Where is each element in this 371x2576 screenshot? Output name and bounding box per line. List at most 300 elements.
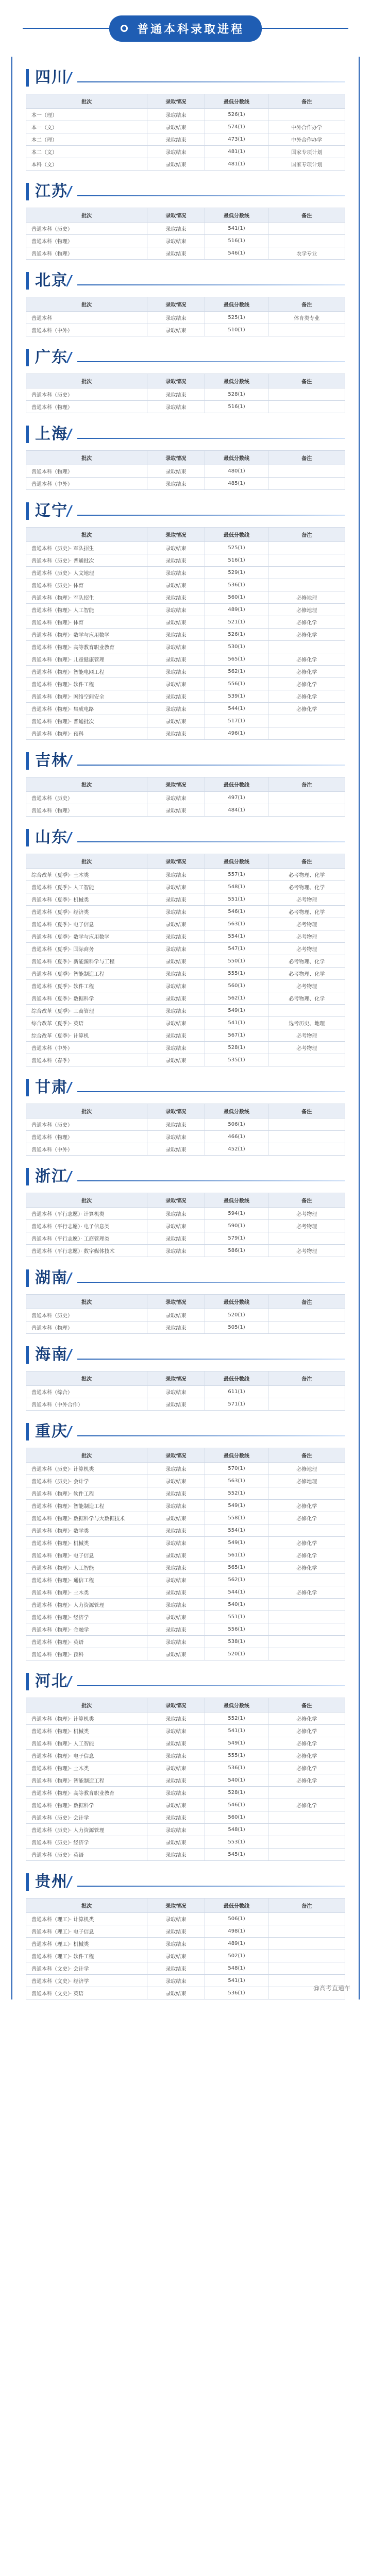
table-cell: 必修化学 [268,1537,345,1549]
watermark: @高考直通车 [313,1985,350,1992]
table-cell: 录取结束 [147,1208,205,1220]
table-cell: 录取结束 [147,1029,205,1042]
table-cell: 必修化学 [268,690,345,703]
table-cell: 普通本科（物理）· 智能制造工程 [26,1500,147,1512]
table-cell: 普通本科（平行志愿）· 工商管理类 [26,1232,147,1245]
table-row [26,146,345,158]
table-cell: 普通本科（物理）· 电子信息 [26,1750,147,1762]
table-row [26,133,345,146]
table-cell: 录取结束 [147,629,205,641]
table-cell: 录取结束 [147,1811,205,1824]
table-cell: 普通本科（夏季）· 软件工程 [26,980,147,992]
table-cell: 普通本科（物理）· 土木类 [26,1762,147,1774]
table-cell: 普通本科（物理）· 英语 [26,1636,147,1648]
table-cell: 484(1) [205,804,268,817]
table-row [26,1005,345,1017]
table-cell: 录取结束 [147,579,205,591]
table-cell: 录取结束 [147,1386,205,1398]
table-header-row [26,374,345,388]
table-cell: 录取结束 [147,1950,205,1962]
table-cell: 录取结束 [147,1737,205,1750]
table-cell: 录取结束 [147,235,205,247]
table-cell: 录取结束 [147,1849,205,1861]
table-cell: 录取结束 [147,906,205,918]
table-cell: 普通本科（夏季）· 智能制造工程 [26,968,147,980]
table-cell: 545(1) [205,1849,268,1861]
column-header: 录取情况 [147,1104,205,1118]
table-cell: 546(1) [205,247,268,260]
column-header: 最低分数线 [205,854,268,869]
column-header: 备注 [268,528,345,542]
table-cell: 录取结束 [147,1774,205,1787]
table-cell: 录取结束 [147,1549,205,1562]
table-cell [268,1648,345,1660]
table-cell: 普通本科（物理）· 计算机类 [26,1713,147,1725]
table-cell: 录取结束 [147,1512,205,1524]
table-cell: 录取结束 [147,1725,205,1737]
table-cell: 录取结束 [147,1938,205,1950]
admission-table [26,854,345,1066]
table-cell: 录取结束 [147,1463,205,1475]
column-header: 最低分数线 [205,208,268,223]
province-rule [77,841,345,842]
table-cell: 549(1) [205,1500,268,1512]
table-cell: 557(1) [205,869,268,881]
table-cell: 551(1) [205,1611,268,1623]
table-cell: 548(1) [205,1824,268,1836]
table-cell: 录取结束 [147,1017,205,1029]
table-cell [268,1913,345,1925]
table-cell: 选考历史、地理 [268,1017,345,1029]
table-cell: 普通本科（物理）· 高等教育职业教育 [26,641,147,653]
table-cell: 录取结束 [147,567,205,579]
table-cell: 普通本科（理工）· 计算机类 [26,1913,147,1925]
table-cell [268,1611,345,1623]
table-row [26,653,345,666]
table-cell [268,579,345,591]
table-cell: 普通本科（物理）· 数据科学 [26,1799,147,1811]
table-cell: 563(1) [205,918,268,930]
column-header: 录取情况 [147,451,205,465]
column-header: 录取情况 [147,94,205,109]
table-cell: 536(1) [205,1987,268,1999]
column-header: 批次 [26,1295,147,1309]
admission-table [26,527,345,740]
table-cell: 录取结束 [147,1131,205,1143]
column-header: 最低分数线 [205,528,268,542]
table-cell: 546(1) [205,1799,268,1811]
table-cell: 普通本科（物理）· 军队招生 [26,591,147,604]
table-cell: 录取结束 [147,727,205,740]
table-cell: 录取结束 [147,715,205,727]
table-cell [268,1118,345,1131]
table-cell: 552(1) [205,1487,268,1500]
table-cell: 530(1) [205,641,268,653]
column-header: 录取情况 [147,1371,205,1386]
table-row [26,1208,345,1220]
table-cell: 555(1) [205,968,268,980]
table-header-row [26,94,345,109]
column-header: 批次 [26,777,147,792]
column-header: 录取情况 [147,528,205,542]
table-cell: 540(1) [205,1774,268,1787]
table-cell: 录取结束 [147,247,205,260]
table-row [26,1962,345,1975]
admission-table [26,208,345,260]
table-cell: 必考物理 [268,1220,345,1232]
table-cell: 普通本科（综合） [26,1386,147,1398]
table-cell: 国家专项计划 [268,146,345,158]
table-cell: 普通本科（历史）· 计算机类 [26,1463,147,1475]
table-cell: 普通本科（历史）· 军队招生 [26,542,147,554]
table-cell [268,235,345,247]
table-cell: 普通本科（理工）· 软件工程 [26,1950,147,1962]
table-cell: 普通本科（平行志愿）· 数字媒体技术 [26,1245,147,1257]
table-cell: 录取结束 [147,554,205,567]
table-cell: 必考物理、化学 [268,955,345,968]
province-header [26,413,345,443]
table-row [26,641,345,653]
table-cell: 489(1) [205,1938,268,1950]
table-row [26,1245,345,1257]
table-cell: 录取结束 [147,478,205,490]
table-cell: 录取结束 [147,1562,205,1574]
table-cell: 必考物理、化学 [268,881,345,893]
table-cell: 普通本科（物理）· 集成电路 [26,703,147,715]
table-cell: 496(1) [205,727,268,740]
table-row [26,247,345,260]
table-row [26,1750,345,1762]
table-cell: 570(1) [205,1463,268,1475]
admission-table [26,374,345,413]
table-cell: 录取结束 [147,324,205,336]
table-header-row [26,1448,345,1463]
province-rule [77,1282,345,1283]
table-cell [268,478,345,490]
province-name: 广东 [26,349,68,366]
table-row [26,893,345,906]
table-cell: 必修化学 [268,1500,345,1512]
table-row [26,1118,345,1131]
table-row [26,1017,345,1029]
table-row [26,869,345,881]
table-cell: 普通本科（历史） [26,792,147,804]
column-header: 备注 [268,1899,345,1913]
table-row [26,1787,345,1799]
table-row [26,223,345,235]
table-cell: 546(1) [205,906,268,918]
table-cell: 普通本科（物理）· 软件工程 [26,678,147,690]
table-cell: 普通本科（物理）· 智能制造工程 [26,1774,147,1787]
table-cell: 560(1) [205,980,268,992]
table-row [26,1131,345,1143]
table-row [26,1824,345,1836]
table-cell [268,1811,345,1824]
table-cell [268,1636,345,1648]
table-cell [268,804,345,817]
table-cell: 550(1) [205,955,268,968]
table-cell: 502(1) [205,1950,268,1962]
table-cell [268,1398,345,1411]
table-cell: 普通本科（理工）· 电子信息 [26,1925,147,1938]
table-cell: 必修地理 [268,1475,345,1487]
table-cell: 必考物理 [268,1208,345,1220]
table-cell: 录取结束 [147,792,205,804]
table-cell: 普通本科（理工）· 机械类 [26,1938,147,1950]
table-row [26,1232,345,1245]
table-cell [268,1925,345,1938]
column-header: 备注 [268,94,345,109]
column-header: 备注 [268,1104,345,1118]
province-rule [77,1435,345,1436]
table-header-row [26,451,345,465]
table-cell: 516(1) [205,554,268,567]
column-header: 录取情况 [147,1448,205,1463]
table-row [26,792,345,804]
table-cell [268,567,345,579]
table-cell: 普通本科（中外合作） [26,1398,147,1411]
table-cell: 普通本科（历史）· 人文地理 [26,567,147,579]
table-cell: 562(1) [205,992,268,1005]
province-section [11,1257,360,1334]
column-header: 批次 [26,1448,147,1463]
column-header: 最低分数线 [205,777,268,792]
table-cell: 录取结束 [147,1623,205,1636]
table-cell: 必修化学 [268,629,345,641]
table-header-row [26,1371,345,1386]
table-cell: 普通本科（物理）· 土木类 [26,1586,147,1599]
table-cell [268,1321,345,1334]
table-cell: 520(1) [205,1648,268,1660]
table-cell: 录取结束 [147,881,205,893]
table-cell: 录取结束 [147,121,205,133]
table-row [26,943,345,955]
table-cell: 普通本科（物理） [26,465,147,478]
table-cell: 必修化学 [268,1549,345,1562]
table-cell: 录取结束 [147,1713,205,1725]
table-cell: 必考物理 [268,918,345,930]
table-cell: 506(1) [205,1913,268,1925]
table-cell: 普通本科（中外） [26,478,147,490]
table-row [26,1938,345,1950]
table-row [26,980,345,992]
table-row [26,591,345,604]
province-name: 海南 [26,1346,68,1364]
table-cell: 普通本科（中外） [26,1042,147,1054]
table-cell: 普通本科（物理） [26,401,147,413]
column-header: 最低分数线 [205,1193,268,1208]
province-section [11,740,360,817]
table-cell: 553(1) [205,1836,268,1849]
table-cell: 535(1) [205,1054,268,1066]
table-cell: 528(1) [205,388,268,401]
table-cell: 必考物理 [268,1029,345,1042]
table-cell: 558(1) [205,1512,268,1524]
table-cell: 普通本科（物理）· 智能电网工程 [26,666,147,678]
column-header: 批次 [26,451,147,465]
table-cell: 普通本科（物理）· 人力资源管理 [26,1599,147,1611]
table-cell: 录取结束 [147,666,205,678]
table-cell: 普通本科（夏季）· 国际商务 [26,943,147,955]
table-cell: 必修化学 [268,1562,345,1574]
table-row [26,158,345,171]
province-header [26,817,345,846]
table-cell: 510(1) [205,324,268,336]
table-cell: 必修化学 [268,1774,345,1787]
table-cell: 普通本科（历史）· 会计学 [26,1811,147,1824]
table-cell: 528(1) [205,1042,268,1054]
table-cell: 必修化学 [268,1725,345,1737]
table-row [26,579,345,591]
column-header: 备注 [268,208,345,223]
table-row [26,1054,345,1066]
province-rule [77,1685,345,1686]
table-cell: 普通本科（物理）· 儿童健康管理 [26,653,147,666]
column-header: 备注 [268,451,345,465]
table-cell: 普通本科（物理）· 人工智能 [26,1737,147,1750]
table-row [26,955,345,968]
table-cell: 必修地理 [268,591,345,604]
table-cell [268,1824,345,1836]
table-cell: 497(1) [205,792,268,804]
table-cell [268,109,345,121]
table-header-row [26,297,345,312]
table-cell [268,792,345,804]
table-row [26,109,345,121]
table-cell: 必考物理、化学 [268,906,345,918]
table-row [26,235,345,247]
column-header: 批次 [26,1371,147,1386]
table-cell [268,715,345,727]
column-header: 录取情况 [147,1295,205,1309]
table-cell: 必修地理 [268,604,345,616]
table-cell: 录取结束 [147,930,205,943]
table-cell: 录取结束 [147,1487,205,1500]
table-cell [268,1131,345,1143]
table-cell: 录取结束 [147,893,205,906]
column-header: 录取情况 [147,777,205,792]
table-row [26,616,345,629]
column-header: 备注 [268,374,345,388]
table-cell: 526(1) [205,109,268,121]
table-row [26,992,345,1005]
table-cell [268,641,345,653]
province-section [11,490,360,740]
admission-table [26,450,345,490]
table-cell: 录取结束 [147,703,205,715]
table-cell: 539(1) [205,690,268,703]
table-cell: 录取结束 [147,312,205,324]
province-name: 上海 [26,426,68,443]
province-name: 山东 [26,829,68,846]
table-cell: 必考物理 [268,1245,345,1257]
table-cell: 中外合作办学 [268,133,345,146]
table-row [26,690,345,703]
table-row [26,324,345,336]
table-row [26,968,345,980]
table-cell: 录取结束 [147,1750,205,1762]
table-cell: 录取结束 [147,1611,205,1623]
admission-table [26,1294,345,1334]
table-cell: 综合改革（夏季）· 工商管理 [26,1005,147,1017]
table-row [26,478,345,490]
table-cell: 本一（文） [26,121,147,133]
table-cell [268,542,345,554]
table-cell: 普通本科（物理）· 人工智能 [26,604,147,616]
column-header: 最低分数线 [205,374,268,388]
table-cell: 录取结束 [147,1836,205,1849]
column-header: 批次 [26,94,147,109]
table-cell: 538(1) [205,1636,268,1648]
table-cell: 录取结束 [147,146,205,158]
table-cell: 481(1) [205,146,268,158]
table-cell: 普通本科（物理） [26,1321,147,1334]
table-row [26,629,345,641]
table-cell: 普通本科（物理）· 高等教育职业教育 [26,1787,147,1799]
table-cell: 485(1) [205,478,268,490]
column-header: 录取情况 [147,854,205,869]
province-name: 四川 [26,69,68,87]
table-row [26,1537,345,1549]
table-cell: 541(1) [205,1975,268,1987]
table-row [26,1599,345,1611]
table-cell: 录取结束 [147,158,205,171]
table-row [26,604,345,616]
table-row [26,918,345,930]
table-cell: 必修化学 [268,666,345,678]
column-header: 批次 [26,1698,147,1713]
table-cell: 普通本科（春季） [26,1054,147,1066]
table-row [26,1220,345,1232]
table-header-row [26,208,345,223]
table-cell: 录取结束 [147,1143,205,1156]
table-cell: 综合改革（夏季）· 计算机 [26,1029,147,1042]
table-cell: 必修化学 [268,653,345,666]
table-header-row [26,777,345,792]
table-cell: 560(1) [205,1811,268,1824]
table-cell: 普通本科（中外） [26,324,147,336]
admission-table [26,94,345,171]
table-row [26,1737,345,1750]
table-cell: 561(1) [205,1549,268,1562]
column-header: 录取情况 [147,1698,205,1713]
table-cell: 554(1) [205,1524,268,1537]
table-row [26,1321,345,1334]
table-cell: 录取结束 [147,1962,205,1975]
province-rule [77,438,345,439]
province-section [11,1156,360,1257]
admission-table [26,1193,345,1257]
table-row [26,703,345,715]
table-cell: 普通本科（文史）· 会计学 [26,1962,147,1975]
table-cell: 525(1) [205,312,268,324]
table-cell [268,1054,345,1066]
province-section [11,171,360,260]
table-cell: 普通本科（历史）· 英语 [26,1849,147,1861]
province-header [26,1660,345,1690]
table-cell: 544(1) [205,1586,268,1599]
column-header: 备注 [268,777,345,792]
table-cell: 普通本科 [26,312,147,324]
table-cell: 611(1) [205,1386,268,1398]
province-rule [77,1886,345,1887]
table-cell: 普通本科（物理）· 体育 [26,616,147,629]
column-header: 批次 [26,854,147,869]
table-cell: 农学专业 [268,247,345,260]
table-cell: 480(1) [205,465,268,478]
table-cell [268,1849,345,1861]
table-cell: 录取结束 [147,1500,205,1512]
